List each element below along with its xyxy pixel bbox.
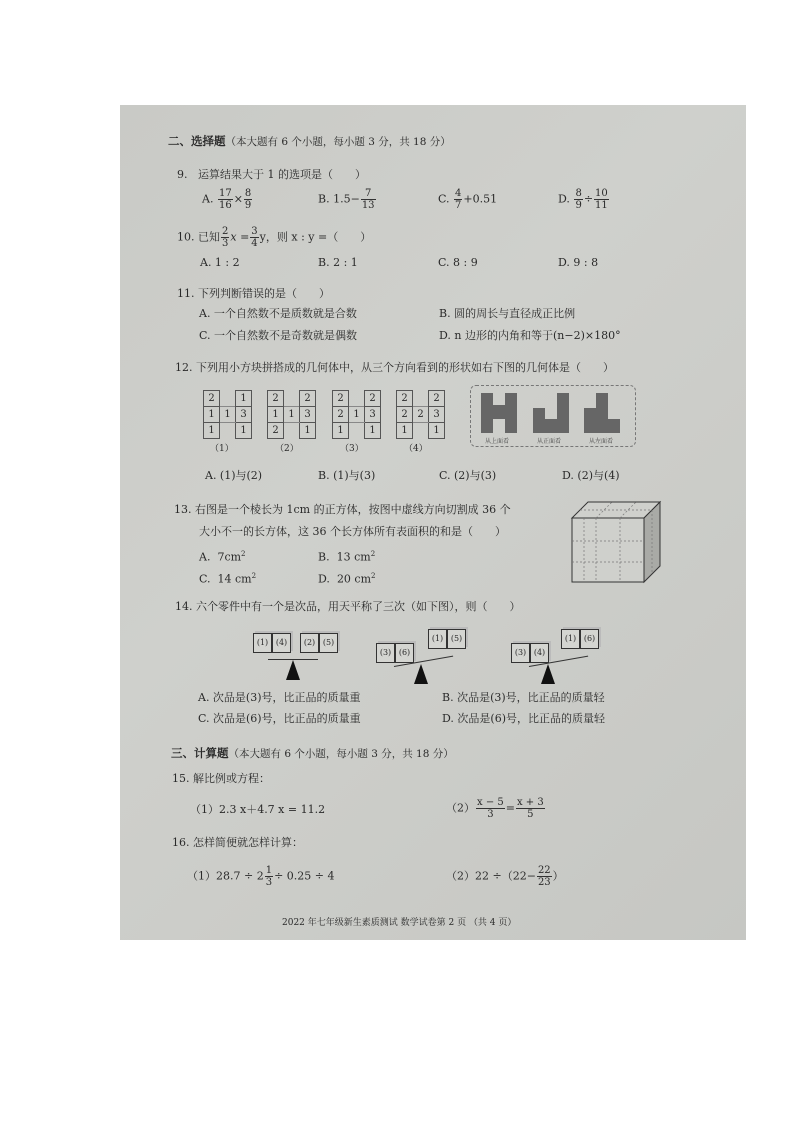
q13-line-2: 大小不一的长方体，这 36 个长方体所有表面积的和是（ ） xyxy=(199,525,506,538)
q15-stem: 15. 解比例或方程： xyxy=(172,772,270,785)
section-3-title: 三、计算题 xyxy=(171,746,229,760)
q9-option-a: A. $\frac{17}{16}$ × $\frac{8}{9}$ xyxy=(202,188,252,211)
q11-option-a: A. 一个自然数不是质数就是合数 xyxy=(199,307,357,320)
q9-number: 9. xyxy=(177,168,188,181)
q14-option-c: C. 次品是(6)号，比正品的质量重 xyxy=(198,712,361,725)
q13-option-a: A. $7cm^2$ xyxy=(199,550,246,564)
q9-option-b: B. 1.5− $\frac{7}{13}$ xyxy=(318,188,375,211)
part-box: (5) xyxy=(447,629,466,649)
q11-option-c: C. 一个自然数不是奇数就是偶数 xyxy=(199,329,358,342)
q13-option-c: C. 14 $cm^2$ xyxy=(199,572,257,586)
part-box: (1) xyxy=(253,633,272,653)
q10-option-d: D. 9 : 8 xyxy=(558,256,599,269)
part-box: (1) xyxy=(428,629,447,649)
q14-option-d: D. 次品是(6)号，比正品的质量轻 xyxy=(442,712,606,725)
section-3-note: （本大题有 6 个小题，每小题 3 分，共 18 分） xyxy=(228,748,454,760)
q13-line-1: 13. 右图是一个棱长为 1cm 的正方体，按图中虚线方向切割成 36 个 xyxy=(174,503,511,516)
q11-stem: 11. 下列判断错误的是（ ） xyxy=(177,287,330,300)
part-box: (3) xyxy=(376,643,395,663)
q10-stem: 10. 已知 $\frac{2}{3}$ x = $\frac{3}{4}$ y，则 x : y =（ ） xyxy=(177,226,372,249)
q12-figure-1-label: （1） xyxy=(210,444,234,454)
q10-option-c: C. 8 : 9 xyxy=(438,256,478,269)
q12-figure-4: 2 2 2 2 3 1 1 xyxy=(396,390,445,439)
part-box: (4) xyxy=(272,633,291,653)
q12-option-a: A. (1)与(2) xyxy=(205,469,263,482)
q11-option-d: D. n 边形的内角和等于(n−2)×180° xyxy=(439,329,621,342)
balance-fulcrum-icon xyxy=(286,660,300,680)
q10-option-b: B. 2 : 1 xyxy=(318,256,358,269)
part-box: (4) xyxy=(530,643,549,663)
q9-stem xyxy=(177,168,366,182)
part-box: (6) xyxy=(580,629,599,649)
q12-option-b: B. (1)与(3) xyxy=(318,469,376,482)
three-views-shapes-icon xyxy=(471,388,635,436)
part-box: (5) xyxy=(319,633,338,653)
q12-three-views-box xyxy=(470,385,636,447)
q13-cube-icon xyxy=(568,498,663,588)
section-2-title: 二、选择题 xyxy=(168,134,226,148)
q12-stem: 12. 下列用小方块拼搭成的几何体中，从三个方向看到的形状如右下图的几何体是（ ） xyxy=(175,361,614,374)
section-2-note: （本大题有 6 个小题，每小题 3 分，共 18 分） xyxy=(225,136,451,148)
q12-figure-4-label: （4） xyxy=(404,444,428,454)
q13-option-d: D. 20 $cm^2$ xyxy=(318,572,376,586)
part-box: (1) xyxy=(561,629,580,649)
balance-fulcrum-icon xyxy=(414,664,428,684)
q16-stem: 16. 怎样简便就怎样计算： xyxy=(172,836,303,849)
q16-part-1: （1）28.7 ÷ 2 $\frac{1}{3}$ ÷ 0.25 ÷ 4 xyxy=(187,865,335,888)
q14-option-a: A. 次品是(3)号，比正品的质量重 xyxy=(198,691,361,704)
q9-option-d: D. $\frac{8}{9}$ ÷ $\frac{10}{11}$ xyxy=(558,188,608,211)
q12-figure-2-label: （2） xyxy=(275,444,299,454)
part-box: (3) xyxy=(511,643,530,663)
q13-option-b: B. 13 $cm^2$ xyxy=(318,550,376,564)
balance-fulcrum-icon xyxy=(541,664,555,684)
q12-option-c: C. (2)与(3) xyxy=(439,469,497,482)
q12-option-d: D. (2)与(4) xyxy=(562,469,620,482)
q11-option-b: B. 圆的周长与直径成正比例 xyxy=(439,307,576,320)
q15-part-2: （2） $\frac{x - 5}{3}$ = $\frac{x + 3}{5}$ xyxy=(446,797,544,820)
page-footer: 2022 年七年级新生素质测试 数学试卷第 2 页 （共 4 页） xyxy=(282,918,517,928)
q15-part-1: （1）2.3 x＋4.7 x = 11.2 xyxy=(190,803,326,816)
view-label-top: 从上面看 xyxy=(485,438,510,445)
q14-option-b: B. 次品是(3)号，比正品的质量轻 xyxy=(442,691,605,704)
q9-option-c: C. $\frac{4}{7}$ +0.51 xyxy=(438,188,498,211)
q16-part-2: （2）22 ÷（22− $\frac{22}{23}$ ） xyxy=(446,865,564,888)
part-box: (2) xyxy=(300,633,319,653)
q12-figure-3: 2 2 2 1 3 1 1 xyxy=(332,390,381,439)
view-label-front: 从正面看 xyxy=(537,438,562,445)
q12-figure-3-label: （3） xyxy=(340,444,364,454)
section-3-header xyxy=(171,745,454,761)
view-label-left: 从左面看 xyxy=(589,438,614,445)
q12-figure-1: 2 1 1 1 3 1 1 xyxy=(203,390,252,439)
part-box: (6) xyxy=(395,643,414,663)
q9-text: 运算结果大于 1 的选项是（ ） xyxy=(198,168,366,181)
q14-stem: 14. 六个零件中有一个是次品，用天平称了三次（如下图），则（ ） xyxy=(175,600,521,613)
q10-option-a: A. 1 : 2 xyxy=(200,256,240,269)
section-2-header xyxy=(168,133,451,149)
q12-figure-2: 2 2 1 1 3 2 1 xyxy=(267,390,316,439)
